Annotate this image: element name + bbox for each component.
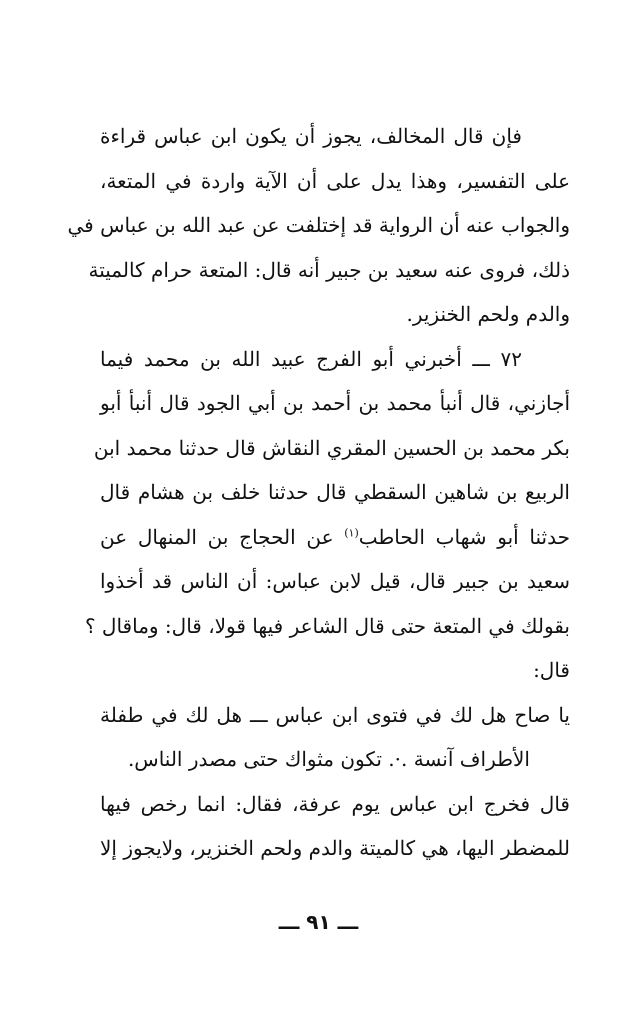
- text-line: بكر محمد بن الحسين المقري النقاش قال حدثنا محمد ابن: [93, 435, 570, 460]
- text-line-with-footnote: [100, 515, 570, 560]
- text-line: والجواب عنه أن الرواية قد إختلفت عن عبد الله بن عباس في: [67, 213, 570, 237]
- poem-line: يا صاح هل لك في فتوى ابن عباس ـــ هل لك في طفلة: [100, 702, 570, 727]
- poem-line: الأطراف آنسة .·. تكون مثواك حتى مصدر الناس.: [127, 747, 530, 771]
- text-line: فإن قال المخالف، يجوز أن يكون ابن عباس قراءة: [100, 124, 522, 148]
- text-segment: عن الحجاج بن المنهال عن: [100, 524, 345, 549]
- text-line: سعيد بن جبير قال، قيل لابن عباس: أن الناس قد أخذوا: [100, 569, 570, 593]
- body-text: [67, 114, 570, 871]
- text-line: ٧٢ ـــ أخبرني أبو الفرج عبيد الله بن محمد فيما: [100, 346, 522, 371]
- text-line: على التفسير، وهذا يدل على أن الآية واردة في المتعة،: [100, 168, 570, 193]
- page-number: ـــ ٩١ ـــ: [278, 910, 359, 934]
- text-line: الربيع بن شاهين السقطي قال حدثنا خلف بن هشام قال: [100, 480, 570, 504]
- text-line: أجازني، قال أنبأ محمد بن أحمد بن أبي الجود قال أنبأ أبو: [100, 391, 570, 415]
- text-line: والدم ولحم الخنزير.: [406, 302, 570, 326]
- text-line: ذلك، فروى عنه سعيد بن جبير أنه قال: المتعة حرام كالميتة: [88, 257, 570, 282]
- text-line: قال فخرج ابن عباس يوم عرفة، فقال: انما رخص فيها: [100, 791, 570, 816]
- footnote-marker: (١): [344, 525, 359, 539]
- text-line: للمضطر اليها، هي كالميتة والدم ولحم الخنزير، ولايجوز إلا: [100, 836, 570, 860]
- text-segment: حدثنا أبو شهاب الحاطب: [358, 524, 570, 549]
- text-line: قال:: [533, 658, 570, 682]
- text-line: بقولك في المتعة حتى قال الشاعر فيها قولا، قال: وماقال ؟: [84, 613, 570, 638]
